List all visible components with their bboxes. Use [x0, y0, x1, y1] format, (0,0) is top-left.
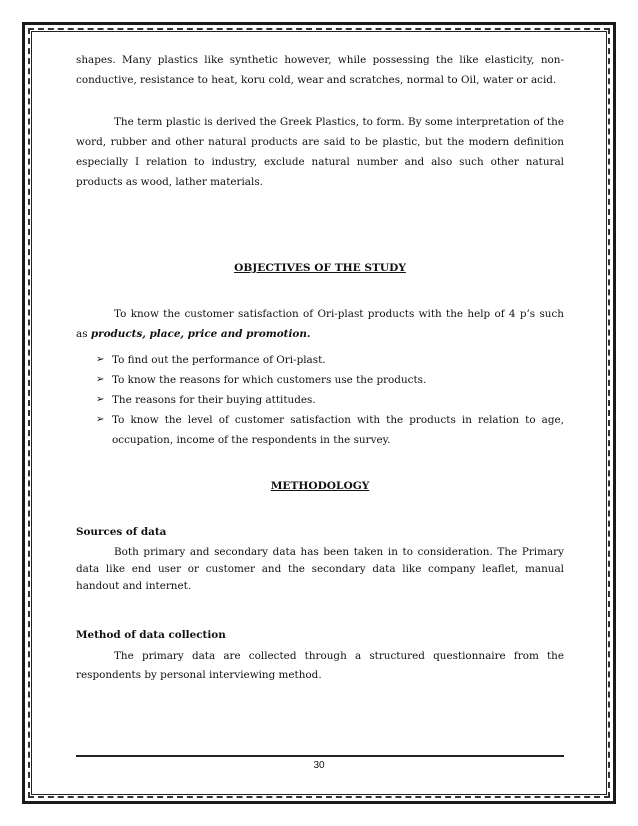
list-item — [96, 390, 564, 410]
method-of-data-collection-title: Method of data collection — [76, 629, 226, 641]
objectives-intro-emphasis: products, place, price and promotion. — [90, 328, 311, 340]
page-content — [76, 50, 564, 685]
objectives-intro — [76, 304, 564, 344]
arrow-bullet-icon: ➢ — [96, 394, 105, 405]
list-item — [96, 370, 564, 390]
list-item-text: To know the level of customer satisfaction with the products in relation to age, occupation, income of the respondents in the survey. — [112, 414, 564, 446]
sources-of-data-title: Sources of data — [76, 526, 167, 538]
method-of-data-collection-text: The primary data are collected through a structured questionnaire from the respondents by personal interviewing method. — [76, 650, 564, 681]
footer-divider — [76, 755, 564, 757]
objectives-intro-text: To know the customer satisfaction of Ori-plast products with the help of 4 p’s such as — [76, 308, 564, 340]
list-item-text: To find out the performance of Ori-plast. — [112, 354, 326, 366]
arrow-bullet-icon: ➢ — [96, 354, 105, 365]
arrow-bullet-icon: ➢ — [96, 374, 105, 385]
list-item — [96, 410, 564, 450]
page-number: 30 — [313, 760, 325, 771]
objectives-heading: OBJECTIVES OF THE STUDY — [234, 262, 406, 274]
paragraph-plastics-properties: shapes. Many plastics like synthetic however, while possessing the like elasticity, non-conductive, resistance to heat, koru cold, wear and scratches, normal to Oil, water or acid. — [76, 54, 564, 86]
objectives-list — [76, 350, 564, 450]
list-item — [96, 350, 564, 370]
paragraph-plastic-definition: The term plastic is derived the Greek Plastics, to form. By some interpretation of the word, rubber and other natural products are said to be plastic, but the modern definition especially I relation to industry, exclude natural number and also such other natural products as wood, lather materials. — [76, 116, 564, 188]
list-item-text: To know the reasons for which customers use the products. — [112, 374, 427, 386]
list-item-text: The reasons for their buying attitudes. — [112, 394, 316, 406]
arrow-bullet-icon: ➢ — [96, 414, 105, 425]
methodology-heading: METHODOLOGY — [270, 480, 370, 492]
sources-of-data-text: Both primary and secondary data has been taken in to consideration. The Primary data like end user or customer and the secondary data like company leaflet, manual handout and internet. — [76, 546, 564, 592]
